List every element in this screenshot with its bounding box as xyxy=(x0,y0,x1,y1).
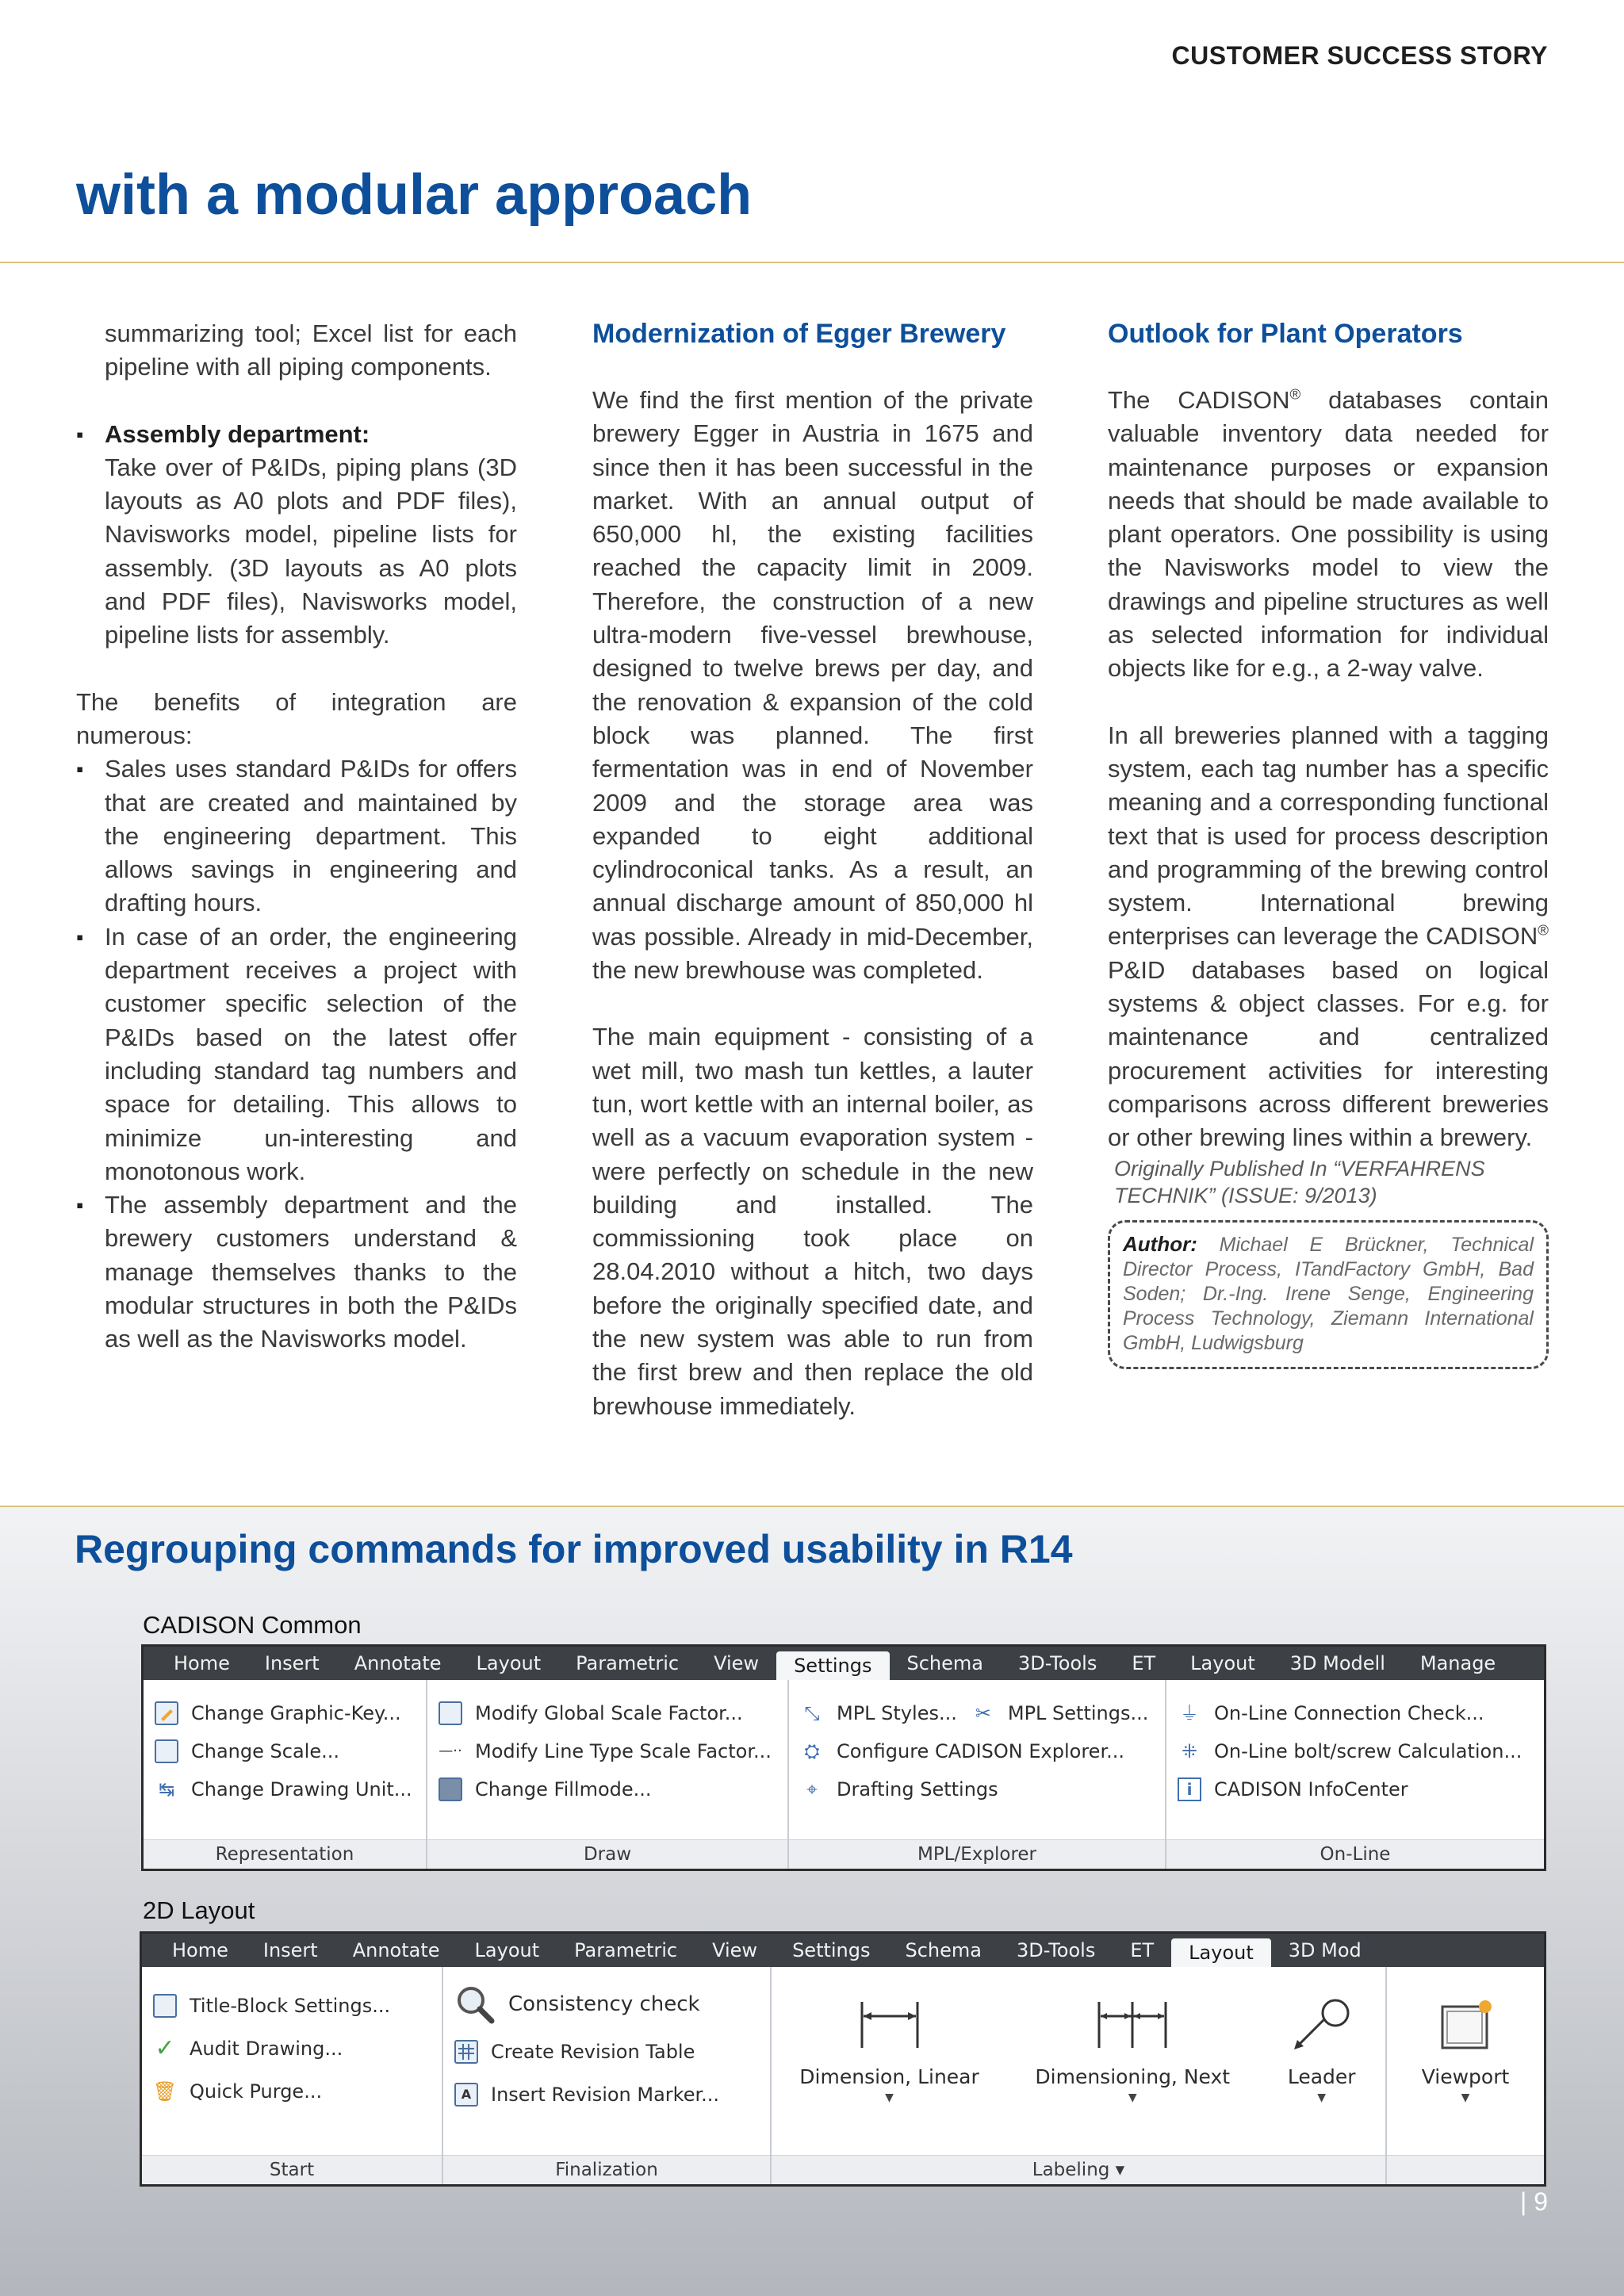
mpl-settings-label: MPL Settings... xyxy=(1007,1702,1149,1724)
dimension-linear-label: Dimension, Linear xyxy=(799,2065,979,2088)
panel-labeling xyxy=(772,1967,1387,2184)
connection-check-icon: ⏚ xyxy=(1180,1702,1199,1724)
ribbon-1-tabs xyxy=(144,1647,1544,1680)
tab-et[interactable]: ET xyxy=(1132,1652,1156,1674)
tab-schema[interactable]: Schema xyxy=(906,1652,983,1674)
viewport-label: Viewport xyxy=(1421,2065,1510,2088)
ribbon-2-tabs xyxy=(142,1934,1544,1967)
panel-mpl-explorer xyxy=(789,1680,1166,1869)
viewport-icon xyxy=(1431,1996,1500,2054)
global-scale-icon xyxy=(439,1701,462,1725)
online-bolt-calc-button[interactable] xyxy=(1178,1732,1533,1770)
quick-purge-button[interactable] xyxy=(153,2070,431,2113)
infocenter-label: CADISON InfoCenter xyxy=(1214,1778,1408,1800)
benefits-intro: The benefits of integration are numerous: xyxy=(76,687,517,749)
modify-linetype-scale-label: Modify Line Type Scale Factor... xyxy=(475,1740,772,1762)
egger-paragraph-2: The main equipment - consisting of a wet mill, two mash tun kettles, a lauter tun, wort kettle with an internal boiler, as well as a vacuum evaporation system - were perfectly on schedule in the new building and installed. The commissioning took place on 28.04.2010 without a hitch, two days before the originally specified date, and the new system was able to run from the first brew and then replace the old brewhouse immediately. xyxy=(592,1023,1033,1420)
modify-global-scale-button[interactable] xyxy=(439,1694,776,1732)
dropdown-caret-icon: ▼ xyxy=(1461,2091,1470,2104)
mpl-panel-title: MPL/Explorer xyxy=(789,1839,1165,1869)
tab-3d-tools[interactable]: 3D-Tools xyxy=(1018,1652,1097,1674)
column-1 xyxy=(76,317,517,1357)
tab-3d-tools[interactable]: 3D-Tools xyxy=(1017,1939,1096,1961)
explorer-icon: ⛭ xyxy=(804,1740,820,1762)
dropdown-caret-icon: ▼ xyxy=(885,2091,894,2104)
tab-annotate[interactable]: Annotate xyxy=(354,1652,442,1674)
tab-view[interactable]: View xyxy=(712,1939,758,1961)
draw-panel-title: Draw xyxy=(427,1839,787,1869)
section-divider xyxy=(0,1506,1624,1507)
article-columns xyxy=(76,317,1548,1498)
dimensioning-next-button[interactable] xyxy=(1035,1996,1230,2104)
change-graphic-key-button[interactable] xyxy=(155,1694,415,1732)
tab-home[interactable]: Home xyxy=(172,1939,228,1961)
page-title: with a modular approach xyxy=(76,163,753,227)
section-title: Regrouping commands for improved usability in R14 xyxy=(75,1527,1073,1571)
drawing-unit-icon: ↹ xyxy=(158,1778,175,1800)
infocenter-button[interactable] xyxy=(1178,1770,1533,1808)
mpl-styles-label: MPL Styles... xyxy=(837,1702,957,1724)
tab-annotate[interactable]: Annotate xyxy=(352,1939,440,1961)
outlook-p1-rest: databases contain valuable inventory data needed for maintenance purposes or expansion needs that should be made available to plant operators. One possibility is using the Navisworks model to view the drawings and pipeline structures as well as selected information for individual objects like for e.g., a 2-way valve. xyxy=(1108,386,1549,683)
ribbon-cadison-common xyxy=(141,1644,1546,1871)
purge-icon: 🗑 xyxy=(152,2080,178,2103)
panel-online xyxy=(1166,1680,1544,1869)
tab-layout-active[interactable]: Layout xyxy=(1171,1938,1271,1967)
mpl-settings-icon: ✂ xyxy=(975,1702,991,1724)
modify-linetype-scale-button[interactable] xyxy=(439,1732,776,1770)
insert-revision-marker-button[interactable] xyxy=(454,2073,759,2116)
panel-start xyxy=(142,1967,443,2184)
leader-icon xyxy=(1286,1996,1358,2054)
change-fillmode-label: Change Fillmode... xyxy=(475,1778,652,1800)
top-divider xyxy=(0,262,1624,263)
ribbon-1-panels xyxy=(144,1680,1544,1869)
graphic-key-icon xyxy=(155,1701,178,1725)
tab-3d-modell[interactable]: 3D Mod xyxy=(1288,1939,1362,1961)
insert-revision-marker-label: Insert Revision Marker... xyxy=(491,2084,720,2106)
change-fillmode-button[interactable] xyxy=(439,1770,776,1808)
change-scale-label: Change Scale... xyxy=(191,1740,339,1762)
labeling-panel-title[interactable]: Labeling ▾ xyxy=(772,2155,1385,2184)
online-panel-title: On-Line xyxy=(1166,1839,1544,1869)
change-graphic-key-label: Change Graphic-Key... xyxy=(191,1702,401,1724)
modify-global-scale-label: Modify Global Scale Factor... xyxy=(475,1702,743,1724)
panel-draw xyxy=(427,1680,789,1869)
consistency-check-label: Consistency check xyxy=(508,1992,700,2016)
outlook-heading: Outlook for Plant Operators xyxy=(1108,319,1463,349)
viewport-button[interactable] xyxy=(1422,1996,1510,2104)
drafting-settings-button[interactable] xyxy=(800,1770,1154,1808)
audit-drawing-label: Audit Drawing... xyxy=(190,2038,343,2060)
dropdown-caret-icon: ▼ xyxy=(1317,2091,1327,2104)
egger-heading: Modernization of Egger Brewery xyxy=(592,319,1006,349)
outlook-p2-rest: P&ID databases based on logical systems & object classes. For e.g. for maintenance and centralized procurement activities for interesting comparisons across different breweries or other brewing lines within a brewery. xyxy=(1108,955,1549,1152)
dimension-linear-icon xyxy=(854,1996,925,2054)
column-3 xyxy=(1108,317,1549,1369)
assembly-bullet-heading xyxy=(76,418,517,451)
online-connection-check-button[interactable] xyxy=(1178,1694,1533,1732)
create-revision-table-button[interactable] xyxy=(454,2030,759,2073)
leader-label: Leader xyxy=(1287,2065,1356,2088)
mpl-styles-icon: ⤡ xyxy=(804,1702,820,1724)
ribbon-2-panels xyxy=(142,1967,1544,2184)
ribbon-2-label: 2D Layout xyxy=(143,1896,255,1924)
checkmark-icon: ✓ xyxy=(155,2034,175,2062)
tab-layout[interactable]: Layout xyxy=(476,1652,542,1674)
panel-representation xyxy=(144,1680,427,1869)
tab-schema[interactable]: Schema xyxy=(905,1939,982,1961)
drafting-settings-label: Drafting Settings xyxy=(837,1778,998,1800)
online-connection-check-label: On-Line Connection Check... xyxy=(1214,1702,1484,1724)
title-block-settings-label: Title-Block Settings... xyxy=(190,1995,391,2017)
tab-settings[interactable]: Settings xyxy=(792,1939,871,1961)
tab-home[interactable]: Home xyxy=(174,1652,230,1674)
configure-explorer-label: Configure CADISON Explorer... xyxy=(837,1740,1124,1762)
linetype-icon: —·· xyxy=(439,1743,462,1759)
viewport-panel-footer xyxy=(1387,2155,1544,2184)
dimension-linear-button[interactable] xyxy=(799,1996,979,2104)
finalization-panel-title: Finalization xyxy=(443,2155,770,2184)
tab-3d-modell[interactable]: 3D Modell xyxy=(1289,1652,1385,1674)
page-number: | 9 xyxy=(1520,2187,1548,2216)
assembly-text: Take over of P&IDs, piping plans (3D layouts as A0 plots and PDF files), Navisworks model, pipeline lists for assembly. (3D layouts as A0 plots and PDF files), Navisworks model, pipeline lists for assembly. xyxy=(105,453,517,649)
dropdown-caret-icon: ▼ xyxy=(1128,2091,1137,2104)
col1-intro: summarizing tool; Excel list for each pipeline with all piping components. xyxy=(105,320,517,381)
tab-et[interactable]: ET xyxy=(1130,1939,1155,1961)
mpl-row-1 xyxy=(800,1694,1154,1732)
table-icon xyxy=(454,2040,478,2064)
tab-view[interactable]: View xyxy=(714,1652,760,1674)
magnifier-icon xyxy=(454,1984,496,2025)
change-drawing-unit-label: Change Drawing Unit... xyxy=(191,1778,412,1800)
ribbon-2d-layout xyxy=(140,1931,1546,2187)
tab-layout[interactable]: Layout xyxy=(474,1939,540,1961)
mpl-settings-button[interactable] xyxy=(971,1701,1149,1725)
configure-explorer-button[interactable] xyxy=(800,1732,1154,1770)
publication-note: Originally Published In “VERFAHRENS TECHNIK” (ISSUE: 9/2013) xyxy=(1114,1156,1485,1207)
create-revision-table-label: Create Revision Table xyxy=(491,2041,695,2063)
consistency-check-button[interactable] xyxy=(454,1978,759,2030)
outlook-paragraph-1 xyxy=(1108,384,1549,686)
bolt-calc-icon: ⁜ xyxy=(1181,1740,1198,1762)
tab-settings[interactable]: Settings xyxy=(776,1651,889,1680)
title-block-icon xyxy=(153,1994,177,2018)
assembly-heading: Assembly department: xyxy=(105,419,370,448)
title-block-settings-button[interactable] xyxy=(153,1984,431,2027)
panel-finalization xyxy=(443,1967,772,2184)
dimensioning-next-icon xyxy=(1093,1996,1172,2054)
benefit-2: ▪ In case of an order, the engineering department receives a project with customer specific selection of the P&IDs based on the latest offer including standard tag numbers and space for detailing. This allows to minimize un-interesting and monotonous work. xyxy=(76,920,517,1188)
registered-mark: ® xyxy=(1538,922,1549,939)
revision-marker-icon: A xyxy=(454,2083,478,2107)
author-label: Author: xyxy=(1123,1231,1197,1256)
author-text: Michael E Brückner, Technical Director Process, ITandFactory GmbH, Bad Soden; Dr.-Ing. Irene Senge, Engineering Process Technology, Ziemann International GmbH, Ludwigsburg xyxy=(1123,1233,1534,1354)
outlook-p1-start: The CADISON xyxy=(1108,386,1290,414)
benefit-1: ▪ Sales uses standard P&IDs for offers that are created and maintained by the engineering department. This allows savings in engineering and drafting hours. xyxy=(76,752,517,920)
egger-paragraph-1: We find the first mention of the private brewery Egger in Austria in 1675 and since then it has been successful in the market. With an annual output of 650,000 hl, the existing facilities reached the capacity limit in 2009. Therefore, the construction of a new ultra-modern five-vessel brewhouse, designed to twelve brews per day, and the renovation & expansion of the cold block was planned. The first fermentation was in end of November 2009 and the storage area was expanded to eight additional cylindroconical tanks. As a result, an annual discharge amount of 850,000 hl was possible. Already in mid-December, the new brewhouse was completed. xyxy=(592,386,1033,985)
audit-drawing-button[interactable] xyxy=(153,2027,431,2070)
tab-manage[interactable]: Manage xyxy=(1419,1652,1496,1674)
representation-panel-title: Representation xyxy=(144,1839,426,1869)
author-box xyxy=(1108,1220,1549,1369)
change-drawing-unit-button[interactable] xyxy=(155,1770,415,1808)
tab-parametric[interactable]: Parametric xyxy=(574,1939,678,1961)
header-label: CUSTOMER SUCCESS STORY xyxy=(1171,41,1548,70)
leader-button[interactable] xyxy=(1286,1996,1358,2104)
dimensioning-next-label: Dimensioning, Next xyxy=(1035,2065,1231,2088)
mpl-styles-button[interactable] xyxy=(800,1701,957,1725)
change-scale-button[interactable] xyxy=(155,1732,415,1770)
info-icon: i xyxy=(1178,1777,1201,1801)
panel-viewport xyxy=(1387,1967,1544,2184)
registered-mark: ® xyxy=(1289,385,1301,403)
tab-insert[interactable]: Insert xyxy=(262,1939,318,1961)
ribbon-1-label: CADISON Common xyxy=(143,1611,362,1639)
tab-parametric[interactable]: Parametric xyxy=(576,1652,680,1674)
tab-insert[interactable]: Insert xyxy=(264,1652,320,1674)
quick-purge-label: Quick Purge... xyxy=(190,2080,323,2103)
scale-icon xyxy=(155,1739,178,1763)
outlook-p2-start: In all breweries planned with a tagging system, each tag number has a specific meaning and a corresponding functional text that is used for process description and programming of the brewing control system. International brewing enterprises can leverage the CADISON xyxy=(1108,721,1549,951)
benefit-3: ▪ The assembly department and the brewery customers understand & manage themselves thanks to the modular structures in both the P&IDs as well as the Navisworks model. xyxy=(76,1188,517,1356)
column-2 xyxy=(592,317,1033,1423)
fillmode-icon xyxy=(439,1777,462,1801)
online-bolt-calc-label: On-Line bolt/screw Calculation... xyxy=(1214,1740,1522,1762)
drafting-settings-icon: ⌖ xyxy=(806,1778,818,1800)
tab-layout-2[interactable]: Layout xyxy=(1190,1652,1255,1674)
outlook-paragraph-2 xyxy=(1108,719,1549,1155)
start-panel-title: Start xyxy=(142,2155,442,2184)
